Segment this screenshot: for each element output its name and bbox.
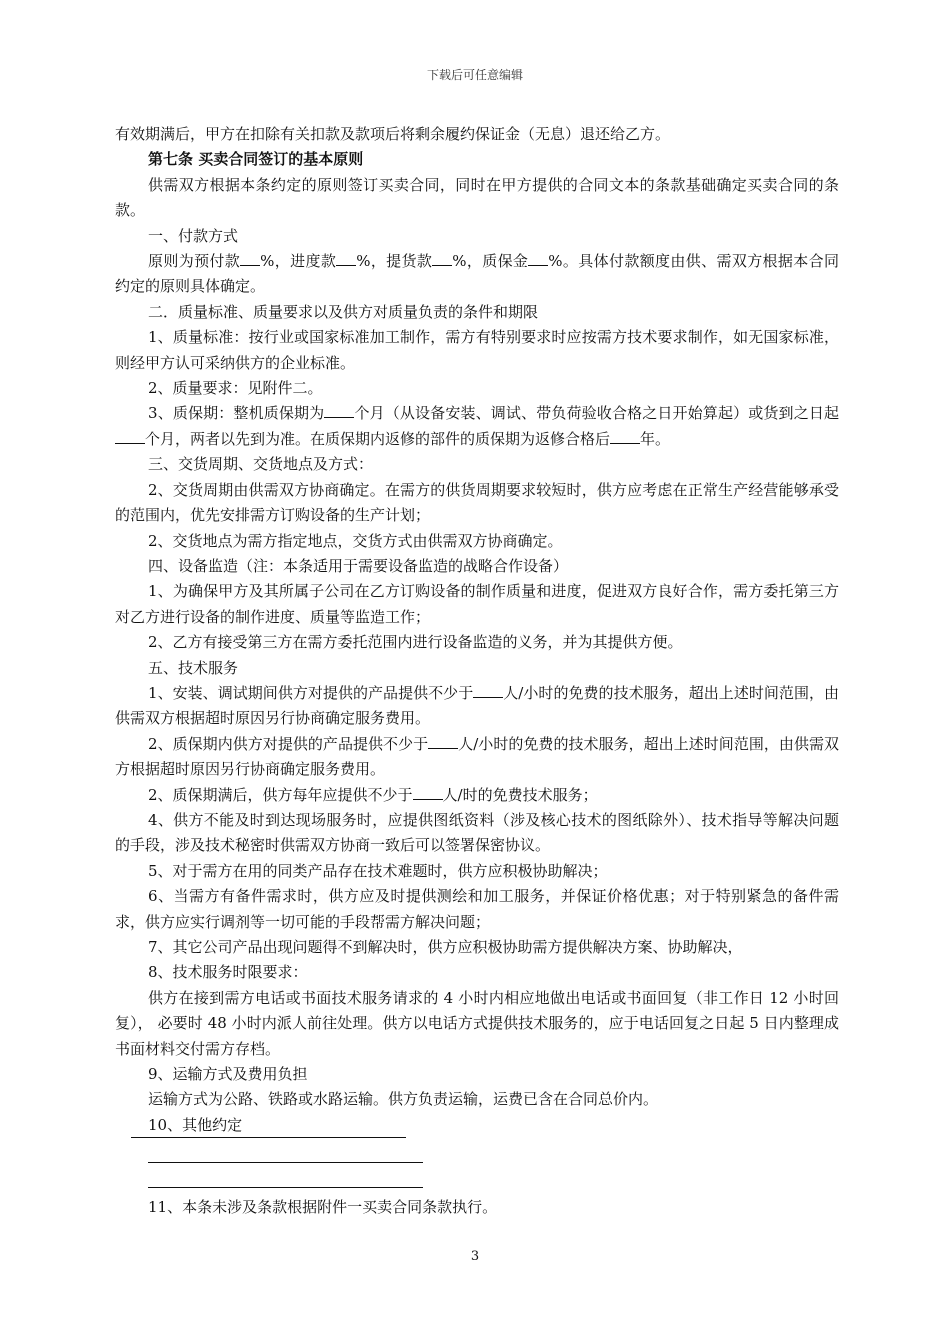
paragraph: 供需双方根据本条约定的原则签订买卖合同，同时在甲方提供的合同文本的条款基础确定买卖合同的条款。: [115, 175, 839, 220]
fill-in-blank: [336, 249, 356, 266]
paragraph: 1、为确保甲方及其所属子公司在乙方订购设备的制作质量和进度，促进双方良好合作，需方委托第三方对乙方进行设备的制作进度、质量等监造工作；: [115, 582, 839, 626]
text-run: %。具体付款额度由供、需双方根据本合同约定的原则具体确定。: [115, 252, 839, 296]
subsection-heading: 二．质量标准、质量要求以及供方对质量负责的条件和期限: [148, 302, 539, 321]
paragraph: 2、质量要求：见附件二。: [148, 379, 323, 398]
paragraph: 运输方式为公路、铁路或水路运输。供方负责运输，运费已含在合同总价内。: [148, 1090, 659, 1109]
paragraph: 4、供方不能及时到达现场服务时，应提供图纸资料（涉及核心技术的图纸除外）、技术指导等解决问题的手段，涉及技术秘密时供需双方协商一致后可以签署保密协议。: [115, 810, 839, 855]
fill-in-blank: [528, 249, 548, 266]
paragraph: [115, 783, 839, 808]
paragraph: 10、其他约定: [148, 1115, 243, 1134]
page-header: 下载后可任意编辑: [426, 68, 523, 82]
paragraph: 2、交货周期由供需双方协商确定。在需方的供货周期要求较短时，供方应考虑在正常生产经营能够承受的范围内，优先安排需方订购设备的生产计划；: [115, 480, 839, 525]
paragraph: 6、当需方有备件需求时，供方应及时提供测绘和加工服务，并保证价格优惠；对于特别紧急的备件需求，供方应实行调剂等一切可能的手段帮需方解决问题；: [115, 887, 839, 931]
text-run: 3、质保期：整机质保期为: [148, 404, 325, 423]
text-run: 1、安装、调试期间供方对提供的产品提供不少于: [148, 683, 474, 702]
fill-in-blank: [432, 249, 452, 266]
text-run: %，进度款: [260, 252, 337, 271]
text-run: %，提货款: [356, 252, 433, 271]
fill-in-blank: [240, 249, 260, 266]
text-run: 年。: [640, 429, 671, 448]
subsection-heading: 一、付款方式: [148, 226, 239, 245]
paragraph: 11、本条未涉及条款根据附件一买卖合同条款执行。: [148, 1198, 498, 1216]
paragraph: 1、质量标准：按行业或国家标准加工制作，需方有特别要求时应按需方技术要求制作，如无国家标准，则经甲方认可采纳供方的企业标准。: [115, 328, 839, 372]
fill-in-blank: [473, 681, 503, 698]
document-body: [115, 122, 839, 1138]
text-run: 个月，两者以先到为准。在质保期内返修的部件的质保期为返修合格后: [145, 429, 611, 448]
fill-in-line: [148, 1162, 423, 1163]
paragraph: 有效期满后，甲方在扣除有关扣款及款项后将剩余履约保证金（无息）退还给乙方。: [115, 125, 671, 143]
fill-in-blank: [428, 732, 458, 749]
paragraph: 7、其它公司产品出现问题得不到解决时，供方应积极协助需方提供解决方案、协助解决，: [148, 938, 743, 956]
paragraph: 供方在接到需方电话或书面技术服务请求的 4 小时内相应地做出电话或书面回复（非工作日 12 小时回复）， 必要时 48 小时内派人前往处理。供方以电话方式提供技术服务的，应于电话回复之日起 5 日内整理成书面材料交付需方存档。: [115, 988, 839, 1058]
paragraph: 2、乙方有接受第三方在需方委托范围内进行设备监造的义务，并为其提供方便。: [148, 633, 683, 652]
paragraph: 5、对于需方在用的同类产品存在技术难题时，供方应积极协助解决；: [148, 861, 608, 880]
text-run: 人/时的免费技术服务；: [442, 785, 598, 804]
text-run: 2、质保期满后，供方每年应提供不少于: [148, 785, 413, 804]
fill-in-blank: [115, 427, 145, 444]
text-run: 人/小时的免费的技术服务，超出上述时间范围，由供需双方根据超时原因另行协商确定服务费用。: [115, 683, 840, 728]
page-number: 3: [470, 1249, 480, 1264]
subsection-heading: 四、设备监造（注：本条适用于需要设备监造的战略合作设备）: [148, 556, 569, 575]
paragraph: 9、运输方式及费用负担: [148, 1065, 308, 1084]
fill-in-line: [148, 1187, 423, 1188]
fill-in-blank: [610, 427, 640, 444]
paragraph: [115, 401, 839, 452]
text-run: 原则为预付款: [148, 252, 241, 271]
text-run: %，质保金: [452, 252, 529, 271]
text-run: 个月（从设备安装、调试、带负荷验收合格之日开始算起）或货到之日起: [354, 404, 839, 423]
section-heading: 第七条 买卖合同签订的基本原则: [148, 150, 364, 169]
fill-in-blank: [324, 401, 354, 418]
fill-in-blank: [413, 783, 443, 800]
paragraph: 2、交货地点为需方指定地点，交货方式由供需双方协商确定。: [148, 531, 563, 550]
subsection-heading: 三、交货周期、交货地点及方式：: [148, 455, 374, 474]
paragraph: [115, 732, 839, 783]
fill-in-line: [131, 1137, 406, 1138]
text-run: 2、质保期内供方对提供的产品提供不少于: [148, 734, 429, 753]
subsection-heading: 五、技术服务: [148, 658, 239, 677]
paragraph: 8、技术服务时限要求：: [148, 963, 308, 982]
paragraph: [115, 249, 839, 300]
paragraph: [115, 681, 839, 732]
text-run: 人/小时的免费的技术服务，超出上述时间范围，由供需双方根据超时原因另行协商确定服务费用。: [115, 734, 840, 779]
